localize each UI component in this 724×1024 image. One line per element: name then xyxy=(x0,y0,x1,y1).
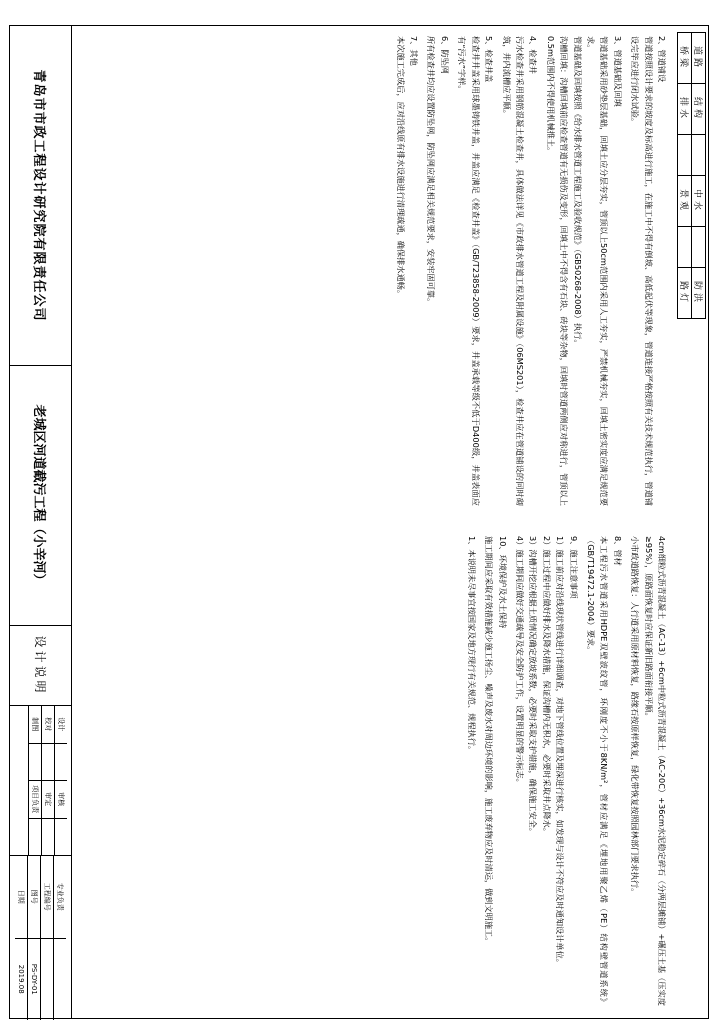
sign-value xyxy=(42,819,54,856)
note-heading: 5、检查井盖 xyxy=(484,36,495,83)
note-paragraph: 施工期间应采取有效措施减少施工扬尘、噪声及废水对周边环境的影响，施工废弃物应及时清运，做到文明施工。 xyxy=(484,536,495,946)
note-paragraph: 2、管道铺设 xyxy=(657,36,667,83)
signature-row xyxy=(14,706,28,855)
discipline-cell xyxy=(692,227,706,268)
sign-value xyxy=(42,744,54,782)
sign-value xyxy=(29,744,41,782)
note-paragraph: 管道按照设计要求的坡度及标高进行施工，在施工中不得有倒坡、高低起伏等现象，管道连接严格按照有关技术规范执行，管道铺设完毕应进行闭水试验。 xyxy=(630,36,654,506)
note-heading: 9、施工注意事项 xyxy=(568,536,579,599)
note-paragraph: 4cm细粒式沥青混凝土（AC-13）+6cm中粒式沥青混凝土（AC-20C）+36cm水泥稳定碎石（分两层摊铺）+碾压土基（压实度≥95%），原路面恢复时应保证新旧路面衔接平顺。 xyxy=(643,536,667,1006)
discipline-table xyxy=(677,32,706,319)
meta-row xyxy=(27,856,40,1020)
meta-row xyxy=(15,856,27,1020)
drawing-meta xyxy=(10,856,71,1020)
sign-label: 校对 xyxy=(42,706,54,744)
note-paragraph: 检查井井盖采用球墨铸铁井盖，井盖应满足《检查井盖》（GB/T23858-2009）要求，井盖承载等级不低于D400级，井盖表面应有“污水”字样。 xyxy=(457,36,481,506)
sign-value xyxy=(14,706,28,855)
title-block xyxy=(10,26,72,1018)
sign-value xyxy=(29,819,41,856)
note-heading: 8、管材 xyxy=(612,536,623,566)
signature-grid xyxy=(10,706,71,856)
meta-value xyxy=(41,939,53,1021)
drawing-sheet xyxy=(9,25,709,1019)
sign-label: 审核 xyxy=(55,781,67,819)
sign-label: 项目负责 xyxy=(29,781,41,819)
signature-row xyxy=(54,706,67,855)
sign-label: 制图 xyxy=(29,706,41,744)
meta-row xyxy=(53,856,66,1020)
design-notes xyxy=(78,36,668,1010)
note-paragraph: 1）施工前应对沿线现状管线进行详细调查，对地下管线位置及埋深进行核实，如发现与设计不符应及时通知设计单位。 xyxy=(555,536,566,967)
discipline-cell xyxy=(678,227,692,268)
sign-value xyxy=(55,744,67,782)
discipline-cell: 桥梁 xyxy=(678,33,692,84)
sign-label: 设计 xyxy=(55,706,67,744)
note-heading: 7、其他 xyxy=(409,36,420,66)
note-paragraph: 本次施工完成后，应对沿线原有排水设施进行清理疏通，确保排水通畅。 xyxy=(395,36,406,299)
sign-label: 审定 xyxy=(42,781,54,819)
meta-label: 日期 xyxy=(15,856,27,939)
note-paragraph: 3）沟槽开挖应根据土质情况确定放坡系数，必要时采取支护措施，确保施工安全。 xyxy=(528,536,539,836)
discipline-cell: 道路 xyxy=(692,33,706,84)
note-paragraph: 2）施工过程中应做好排水及降水措施，保证沟槽内无积水，必要时采取井点降水。 xyxy=(541,536,552,836)
note-paragraph: 污水检查井采用钢筋混凝土检查井，具体做法详见《市政排水管道工程及附属设施》（06MS201），检查井应在管道铺设的同时砌筑，井内流槽应平顺。 xyxy=(501,36,525,506)
discipline-cell: 路灯 xyxy=(678,268,692,319)
meta-row xyxy=(40,856,53,1020)
discipline-cell xyxy=(678,135,692,176)
notes-column-right xyxy=(464,536,668,1006)
discipline-cell: 中水 xyxy=(692,176,706,227)
note-paragraph: 所有检查井均应设置防坠网，防坠网应满足相关规范要求，安装牢固可靠。 xyxy=(426,36,437,307)
discipline-cell: 排水 xyxy=(678,84,692,135)
meta-label: 工程编号 xyxy=(41,856,53,939)
drawing-title: 设计说明 xyxy=(10,626,71,706)
discipline-cell: 结构 xyxy=(692,84,706,135)
meta-label: 图号 xyxy=(28,856,40,939)
note-heading: 10、环境保护及水土保持 xyxy=(497,536,508,629)
signature-row xyxy=(28,706,41,855)
discipline-cell xyxy=(692,135,706,176)
company-name: 青岛市市政工程设计研究院有限责任公司 xyxy=(10,26,71,366)
drawing-number: PS-DY-01 xyxy=(30,963,38,995)
discipline-cell: 景观 xyxy=(678,176,692,227)
note-paragraph: 小市政道路恢复：人行道采用原材料恢复，路缘石按原样恢复，绿化带恢复按照园林部门要求执行。 xyxy=(630,536,641,897)
note-paragraph: 1、本说明未尽事宜按国家及地方现行有关规范、规程执行。 xyxy=(466,536,477,755)
note-heading: 4、检查井 xyxy=(528,36,539,74)
note-paragraph: 本工程污水管道采用HDPE双壁波纹管，环刚度不小于8KN/m²，管材应满足《埋地用聚乙烯（PE）结构壁管道系统》（GB/T19472.1-2004）要求。 xyxy=(585,536,610,1006)
signature-row xyxy=(41,706,54,855)
note-paragraph: 管道基础及回填按照《给水排水管道工程施工及验收规范》（GB50268-2008）执行。 xyxy=(572,36,583,348)
note-heading: 3、管道基础及回填 xyxy=(612,36,623,107)
note-paragraph: 4）施工期间应做好交通疏导及安全防护工作，设置明显的警示标志。 xyxy=(514,536,525,787)
note-paragraph: 管道基础采用砂垫层基础，回填土应分层夯实，管顶以上50cm范围内采用人工夯实，严禁机械夯实，回填土密实度应满足规范要求。 xyxy=(585,36,610,506)
drawing-date: 2019.08 xyxy=(17,964,25,994)
sign-value xyxy=(55,819,67,856)
project-name: 老城区河道截污工程（小辛河） xyxy=(10,366,71,626)
discipline-cell: 防洪 xyxy=(692,268,706,319)
note-paragraph: 沟槽回填：沟槽回填前应检查管道有无损伤及变形，回填土中不得含有石块、砖块等杂物，回填时管道两侧应对称进行，管顶以上0.5m范围内不得使用机械推土。 xyxy=(545,36,570,506)
notes-column-left xyxy=(393,36,668,506)
meta-value xyxy=(54,939,66,1021)
note-heading: 6、防坠网 xyxy=(439,36,450,74)
meta-label: 专业负责 xyxy=(54,856,66,939)
